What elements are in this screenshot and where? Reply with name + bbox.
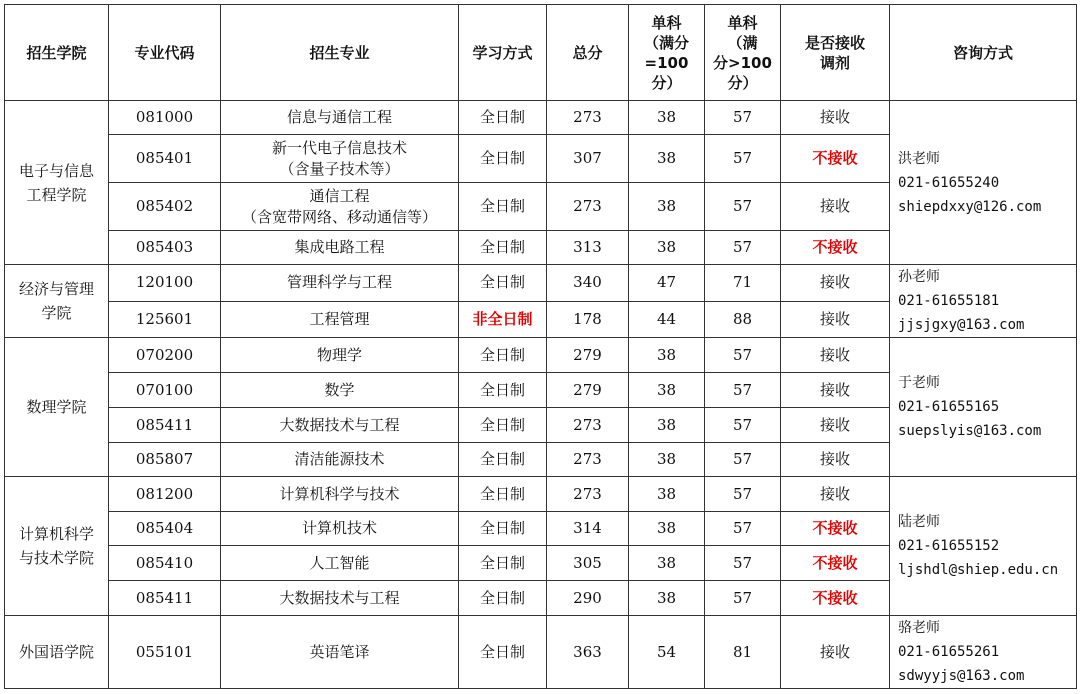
contact-phone: 021-61655165 xyxy=(898,399,1000,415)
single-over-100-cell: 81 xyxy=(705,616,781,689)
college-name-line: 工程学院 xyxy=(26,185,87,204)
header-college: 招生学院 xyxy=(5,5,109,101)
single-100-cell: 38 xyxy=(629,581,705,616)
header-row xyxy=(5,5,1077,101)
single-100-cell: 54 xyxy=(629,616,705,689)
total-score-cell: 307 xyxy=(547,135,629,183)
code-cell: 085411 xyxy=(109,408,221,443)
mode-cell: 全日制 xyxy=(459,135,547,183)
contact-cell xyxy=(890,616,1077,689)
header-mode: 学习方式 xyxy=(459,5,547,101)
single-over-100-cell: 57 xyxy=(705,546,781,581)
college-cell xyxy=(5,101,109,265)
single-over-100-cell: 57 xyxy=(705,231,781,265)
transfer-status-cell: 不接收 xyxy=(781,581,890,616)
transfer-status-cell: 接收 xyxy=(781,477,890,512)
major-name-line: 新一代电子信息技术 xyxy=(271,138,407,157)
total-score-cell: 273 xyxy=(547,183,629,231)
contact-email[interactable]: suepslyis@163.com xyxy=(898,423,1042,439)
code-cell: 120100 xyxy=(109,265,221,302)
college-name-line: 学院 xyxy=(41,304,72,322)
mode-cell: 全日制 xyxy=(459,265,547,302)
mode-cell: 全日制 xyxy=(459,231,547,265)
mode-cell: 全日制 xyxy=(459,338,547,373)
header-line: 分） xyxy=(727,73,758,92)
contact-teacher: 骆老师 xyxy=(898,620,940,636)
major-name-line: 计算机科学与技术 xyxy=(279,484,400,503)
mode-cell: 全日制 xyxy=(459,616,547,689)
contact-teacher: 陆老师 xyxy=(898,514,940,530)
code-cell: 085410 xyxy=(109,546,221,581)
header-line: 单科 xyxy=(727,13,758,32)
transfer-status-cell: 不接收 xyxy=(781,135,890,183)
contact-teacher: 孙老师 xyxy=(898,269,940,285)
table-body xyxy=(5,101,1077,689)
major-name-line: 英语笔译 xyxy=(309,642,370,661)
major-cell xyxy=(221,512,459,546)
transfer-status-cell: 接收 xyxy=(781,443,890,477)
major-name-line: 大数据技术与工程 xyxy=(279,588,400,607)
total-score-cell: 313 xyxy=(547,231,629,265)
single-over-100-cell: 57 xyxy=(705,512,781,546)
mode-cell: 全日制 xyxy=(459,581,547,616)
single-over-100-cell: 57 xyxy=(705,101,781,135)
major-cell xyxy=(221,301,459,338)
contact-email[interactable]: ljshdl@shiep.edu.cn xyxy=(898,562,1059,578)
college-name-line: 数理学院 xyxy=(26,398,87,416)
total-score-cell: 273 xyxy=(547,101,629,135)
transfer-status-cell: 接收 xyxy=(781,265,890,302)
transfer-status-cell: 接收 xyxy=(781,373,890,408)
contact-email[interactable]: jjsjgxy@163.com xyxy=(898,317,1025,333)
total-score-cell: 363 xyxy=(547,616,629,689)
single-100-cell: 38 xyxy=(629,443,705,477)
single-over-100-cell: 71 xyxy=(705,265,781,302)
transfer-status-cell: 接收 xyxy=(781,301,890,338)
header-total: 总分 xyxy=(547,5,629,101)
mode-cell: 非全日制 xyxy=(459,301,547,338)
transfer-status-cell: 接收 xyxy=(781,338,890,373)
college-name-line: 经济与管理 xyxy=(18,280,94,298)
mode-cell: 全日制 xyxy=(459,183,547,231)
table-row xyxy=(5,265,1077,302)
major-name-line: 集成电路工程 xyxy=(294,238,385,256)
contact-email[interactable]: shiepdxxy@126.com xyxy=(898,198,1042,215)
single-100-cell: 47 xyxy=(629,265,705,302)
header-line: =100 xyxy=(644,53,689,72)
transfer-status-cell: 不接收 xyxy=(781,546,890,581)
major-name-line: 计算机技术 xyxy=(301,519,377,537)
single-100-cell: 38 xyxy=(629,512,705,546)
contact-cell xyxy=(890,338,1077,477)
contact-cell xyxy=(890,101,1077,265)
mode-cell: 全日制 xyxy=(459,408,547,443)
code-cell: 085807 xyxy=(109,443,221,477)
major-cell xyxy=(221,546,459,581)
major-cell xyxy=(221,265,459,302)
total-score-cell: 290 xyxy=(547,581,629,616)
header-contact: 咨询方式 xyxy=(890,5,1077,101)
table-row xyxy=(5,101,1077,135)
college-cell xyxy=(5,265,109,338)
contact-phone: 021-61655181 xyxy=(898,293,1000,309)
single-100-cell: 38 xyxy=(629,408,705,443)
contact-phone: 021-61655152 xyxy=(898,538,1000,554)
header-major: 招生专业 xyxy=(221,5,459,101)
code-cell: 081200 xyxy=(109,477,221,512)
code-cell: 085402 xyxy=(109,183,221,231)
code-cell: 070100 xyxy=(109,373,221,408)
single-100-cell: 38 xyxy=(629,338,705,373)
single-100-cell: 38 xyxy=(629,546,705,581)
major-name-line: 数学 xyxy=(324,380,355,399)
header-line: 调剂 xyxy=(819,53,850,72)
single-over-100-cell: 57 xyxy=(705,443,781,477)
contact-cell xyxy=(890,265,1077,338)
header-code: 专业代码 xyxy=(109,5,221,101)
college-name-line: 外国语学院 xyxy=(18,643,94,661)
header-single-100 xyxy=(629,5,705,101)
major-name-line: 清洁能源技术 xyxy=(294,450,385,468)
total-score-cell: 178 xyxy=(547,301,629,338)
major-name-line: 信息与通信工程 xyxy=(286,108,392,126)
mode-cell: 全日制 xyxy=(459,477,547,512)
single-100-cell: 38 xyxy=(629,135,705,183)
major-name-line: 管理科学与工程 xyxy=(286,273,392,292)
single-100-cell: 38 xyxy=(629,477,705,512)
total-score-cell: 279 xyxy=(547,373,629,408)
code-cell: 085411 xyxy=(109,581,221,616)
major-name-line: 工程管理 xyxy=(309,309,370,328)
major-cell xyxy=(221,616,459,689)
mode-cell: 全日制 xyxy=(459,443,547,477)
major-name-line: （含量子技术等） xyxy=(279,159,400,178)
college-name-line: 电子与信息 xyxy=(18,161,94,180)
code-cell: 085404 xyxy=(109,512,221,546)
total-score-cell: 273 xyxy=(547,443,629,477)
transfer-status-cell: 不接收 xyxy=(781,512,890,546)
major-cell xyxy=(221,477,459,512)
table-row xyxy=(5,477,1077,512)
total-score-cell: 314 xyxy=(547,512,629,546)
contact-email[interactable]: sdwyyjs@163.com xyxy=(898,668,1025,684)
major-name-line: 通信工程 xyxy=(309,186,370,205)
single-over-100-cell: 57 xyxy=(705,338,781,373)
header-line: 分） xyxy=(651,73,682,92)
major-cell xyxy=(221,183,459,231)
single-100-cell: 38 xyxy=(629,101,705,135)
total-score-cell: 273 xyxy=(547,477,629,512)
transfer-status-cell: 接收 xyxy=(781,101,890,135)
major-cell xyxy=(221,408,459,443)
major-name-line: 物理学 xyxy=(316,345,362,364)
header-line: （满分 xyxy=(643,33,689,52)
code-cell: 055101 xyxy=(109,616,221,689)
contact-phone: 021-61655261 xyxy=(898,644,1000,660)
single-over-100-cell: 57 xyxy=(705,373,781,408)
transfer-status-cell: 接收 xyxy=(781,183,890,231)
table-row xyxy=(5,338,1077,373)
total-score-cell: 279 xyxy=(547,338,629,373)
college-cell xyxy=(5,477,109,616)
total-score-cell: 340 xyxy=(547,265,629,302)
mode-cell: 全日制 xyxy=(459,512,547,546)
single-over-100-cell: 57 xyxy=(705,408,781,443)
major-name-line: （含宽带网络、移动通信等） xyxy=(241,207,437,226)
header-line: （满 xyxy=(727,33,758,52)
single-over-100-cell: 57 xyxy=(705,183,781,231)
college-name-line: 与技术学院 xyxy=(18,549,94,567)
major-cell xyxy=(221,338,459,373)
single-over-100-cell: 88 xyxy=(705,301,781,338)
major-cell xyxy=(221,373,459,408)
mode-cell: 全日制 xyxy=(459,373,547,408)
header-line: 是否接收 xyxy=(804,33,865,52)
contact-phone: 021-61655240 xyxy=(898,174,1000,191)
single-100-cell: 38 xyxy=(629,231,705,265)
table-row xyxy=(5,616,1077,689)
total-score-cell: 305 xyxy=(547,546,629,581)
contact-cell xyxy=(890,477,1077,616)
code-cell: 125601 xyxy=(109,301,221,338)
major-cell xyxy=(221,581,459,616)
contact-teacher: 于老师 xyxy=(898,375,940,391)
transfer-status-cell: 接收 xyxy=(781,408,890,443)
major-name-line: 大数据技术与工程 xyxy=(279,415,400,434)
major-cell xyxy=(221,101,459,135)
college-cell xyxy=(5,338,109,477)
single-over-100-cell: 57 xyxy=(705,581,781,616)
mode-cell: 全日制 xyxy=(459,546,547,581)
header-line: 单科 xyxy=(651,13,682,32)
major-cell xyxy=(221,231,459,265)
single-over-100-cell: 57 xyxy=(705,135,781,183)
college-cell xyxy=(5,616,109,689)
single-100-cell: 38 xyxy=(629,183,705,231)
single-100-cell: 44 xyxy=(629,301,705,338)
transfer-status-cell: 不接收 xyxy=(781,231,890,265)
college-name-line: 计算机科学 xyxy=(18,525,94,543)
contact-teacher: 洪老师 xyxy=(898,150,940,167)
mode-cell: 全日制 xyxy=(459,101,547,135)
header-transfer xyxy=(781,5,890,101)
code-cell: 081000 xyxy=(109,101,221,135)
single-100-cell: 38 xyxy=(629,373,705,408)
code-cell: 085403 xyxy=(109,231,221,265)
admission-table xyxy=(4,4,1077,689)
single-over-100-cell: 57 xyxy=(705,477,781,512)
total-score-cell: 273 xyxy=(547,408,629,443)
major-cell xyxy=(221,443,459,477)
major-cell xyxy=(221,135,459,183)
header-line: 分>100 xyxy=(713,53,772,72)
code-cell: 070200 xyxy=(109,338,221,373)
code-cell: 085401 xyxy=(109,135,221,183)
transfer-status-cell: 接收 xyxy=(781,616,890,689)
header-single-over-100 xyxy=(705,5,781,101)
major-name-line: 人工智能 xyxy=(309,553,370,572)
